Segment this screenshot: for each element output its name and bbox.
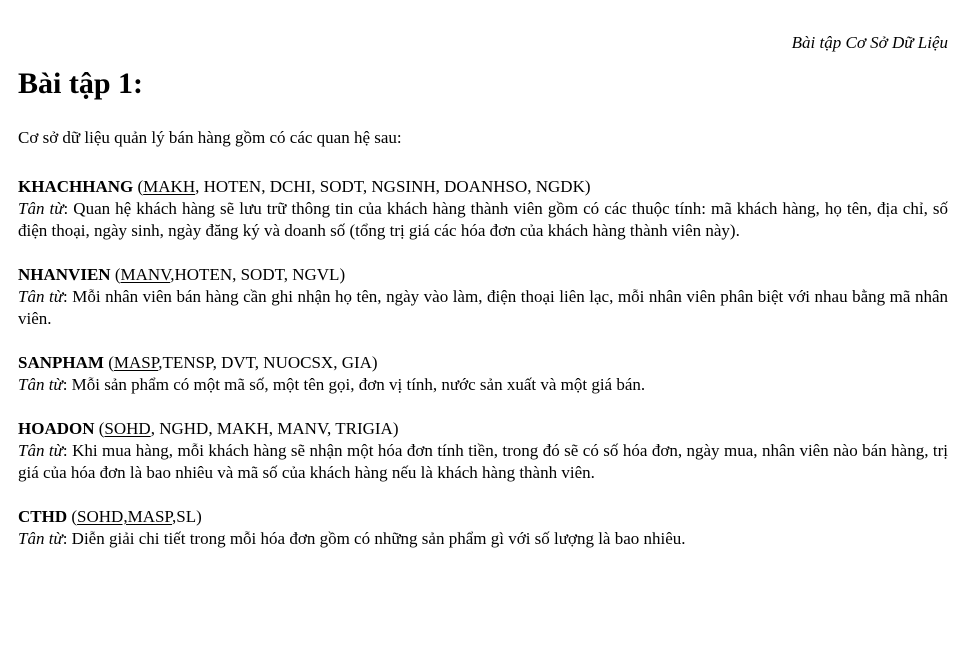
relation-schema <box>18 176 948 198</box>
relation-attributes: ,HOTEN, SODT, NGVL) <box>170 265 346 284</box>
relation-description <box>18 198 948 242</box>
relation-attributes: , HOTEN, DCHI, SODT, NGSINH, DOANHSO, NGDK) <box>195 177 591 196</box>
description-label: Tân từ <box>18 287 63 306</box>
relation-attributes: , NGHD, MAKH, MANV, TRIGIA) <box>150 419 399 438</box>
description-text: : Diễn giải chi tiết trong mỗi hóa đơn gồm có những sản phẩm gì với số lượng là bao nhiêu. <box>62 529 686 548</box>
description-text: : Mỗi sản phẩm có một mã số, một tên gọi, đơn vị tính, nước sản xuất và một giá bán. <box>62 375 646 394</box>
relation-nhanvien <box>18 264 948 330</box>
relation-name: HOADON <box>18 419 95 438</box>
relation-name: KHACHHANG <box>18 177 134 196</box>
relation-schema <box>18 506 948 528</box>
description-text: : Khi mua hàng, mỗi khách hàng sẽ nhận một hóa đơn tính tiền, trong đó sẽ có số hóa đơn, ngày mua, nhân viên nào bán hàng, trị giá của hóa đơn là bao nhiêu và mã số của khách hàng nếu là khách hàng thành viên. <box>18 441 949 482</box>
relation-khachhang <box>18 176 948 242</box>
relation-open: ( <box>103 353 114 372</box>
relation-hoadon <box>18 418 948 484</box>
primary-key: SOHD <box>104 419 151 438</box>
primary-key: MANV <box>120 265 171 284</box>
page-title: Bài tập 1: <box>18 67 144 100</box>
relation-cthd <box>18 506 948 550</box>
description-text: : Quan hệ khách hàng sẽ lưu trữ thông tin của khách hàng thành viên gồm có các thuộc tính: mã khách hàng, họ tên, địa chỉ, số điện thoại, ngày sinh, ngày đăng ký và doanh số (tổng trị giá các hóa đơn của khách hàng thành viên này). <box>18 199 948 240</box>
header-note: Bài tập Cơ Sở Dữ Liệu <box>791 33 948 52</box>
relation-open: ( <box>110 265 121 284</box>
relation-open: ( <box>67 507 78 526</box>
primary-key: MASP <box>113 353 159 372</box>
primary-key: MAKH <box>143 177 196 196</box>
relation-attributes: ,TENSP, DVT, NUOCSX, GIA) <box>158 353 378 372</box>
description-label: Tân từ <box>18 441 63 460</box>
primary-key: SOHD,MASP <box>77 507 172 526</box>
relation-description <box>18 286 948 330</box>
relation-attributes: ,SL) <box>172 507 202 526</box>
relation-description <box>18 528 948 550</box>
relation-sanpham <box>18 352 948 396</box>
description-label: Tân từ <box>18 375 63 394</box>
relation-description <box>18 374 948 396</box>
description-text: : Mỗi nhân viên bán hàng cần ghi nhận họ tên, ngày vào làm, điện thoại liên lạc, mỗi nhân viên phân biệt với nhau bằng mã nhân viên. <box>18 287 948 328</box>
description-label: Tân từ <box>18 529 63 548</box>
relation-open: ( <box>133 177 144 196</box>
relation-list <box>18 176 948 572</box>
intro-text: Cơ sở dữ liệu quản lý bán hàng gồm có các quan hệ sau: <box>18 128 402 147</box>
relation-name: NHANVIEN <box>18 265 111 284</box>
relation-name: CTHD <box>18 507 68 526</box>
relation-schema <box>18 352 948 374</box>
relation-schema <box>18 418 948 440</box>
description-label: Tân từ <box>18 199 64 218</box>
relation-description <box>18 440 948 484</box>
relation-name: SANPHAM <box>18 353 104 372</box>
relation-open: ( <box>94 419 105 438</box>
relation-schema <box>18 264 948 286</box>
